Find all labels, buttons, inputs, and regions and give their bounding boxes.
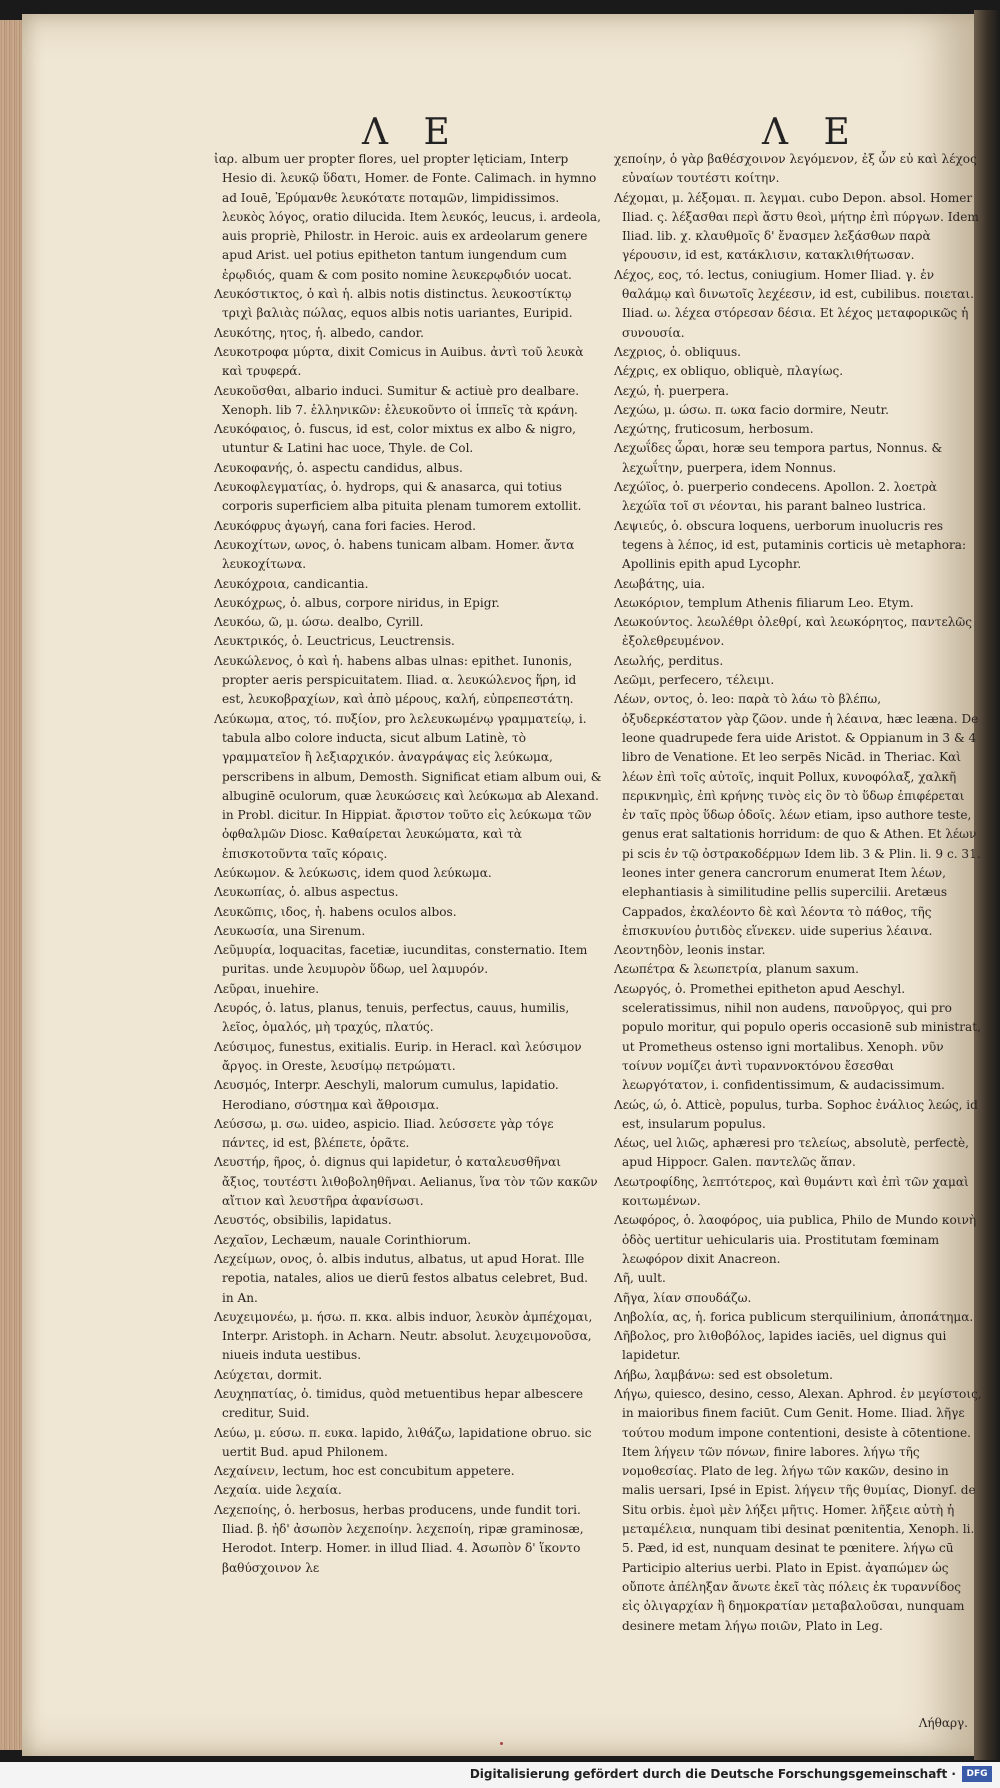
dictionary-entry: Λεωκούντος. λεωλέθρι ὀλεθρί, καὶ λεωκόρητος, παντελῶς ἐξολεθρευμένον. (614, 615, 973, 649)
dictionary-entry: Λεχαίνειν, lectum, hoc est concubitum appetere. (214, 1464, 515, 1479)
dictionary-entry: Λεχώ, ἡ. puerpera. (614, 383, 730, 398)
dictionary-entry: Λέχρις, ex obliquo, obliquè, πλαγίως. (614, 364, 844, 379)
dictionary-entry: Λεύκωμον. & λεύκωσις, idem quod λεύκωμα. (214, 865, 492, 880)
dictionary-entry: Λεωτροφίδης, λεπτότερος, καὶ θυμάντι καὶ ἐπὶ τῶν χαμαὶ κοιτωμένων. (614, 1174, 969, 1209)
dictionary-entry: Λεχωΐδες ὧραι, horæ seu tempora partus, Nonnus. & λεχωΐτην, puerpera, idem Nonnus. (614, 441, 943, 475)
dictionary-entry: Ληβολία, ας, ἡ. forica publicum sterquilinium, ἀποπάτημα. (614, 1309, 974, 1324)
dictionary-entry: Λεψιεύς, ὁ. obscura loquens, uerborum inuolucris res tegens à λέπος, id est, putaminis corticis uè metaphora: Apollinis epith apud Lycophr. (614, 518, 967, 572)
dictionary-entry: Λεύσσω, μ. σω. uideo, aspicio. Iliad. λεύσσετε γὰρ τόγε πάντες, id est, βλέπετε, ὁρᾶτε. (214, 1116, 554, 1151)
dictionary-entry: Λεωπέτρα & λεωπετρία, planum saxum. (614, 962, 859, 977)
dictionary-entry: Λεχαία. uide λεχαία. (214, 1483, 342, 1498)
dictionary-entry: Λευκωσία, una Sirenum. (214, 923, 366, 938)
dictionary-entry: Λεωφόρος, ὁ. λαοφόρος, uia publica, Philo de Mundo κοινὴ ὁδὸς uertitur uehicularis uia. Prostitutam fœminam λεωφόρον dixit Anacreon. (614, 1213, 977, 1266)
catchword: Λήθαργ. (918, 1716, 968, 1730)
dictionary-entry: Λευκοῦσθαι, albario induci. Sumitur & actiuè pro dealbare. Xenoph. lib 7. ἑλληνικῶν: ἐλευκοῦντο οἱ ἱππεῖς τὰ κράνη. (214, 383, 580, 417)
dictionary-entry: Λεωβάτης, uia. (614, 576, 706, 591)
dictionary-entry: Λῆβολος, pro λιθοβόλος, lapides iaciēs, uel dignus qui lapidetur. (614, 1329, 947, 1363)
dictionary-entry: Λεῶμι, perfecero, τέλειμι. (614, 673, 775, 688)
funding-credit: Digitalisierung gefördert durch die Deutsche Forschungsgemeinschaft · (469, 1767, 956, 1781)
dictionary-entry: Λεύχεται, dormit. (214, 1367, 323, 1382)
dictionary-entry: Λευκωπίας, ὁ. albus aspectus. (214, 885, 399, 900)
book-page-edges (0, 20, 22, 1750)
right-column-header: Λ Ε (762, 112, 862, 153)
dictionary-entry: Λεοντηδὸν, leonis instar. (614, 943, 766, 958)
dictionary-entry: Λευκόστικτος, ὁ καὶ ἡ. albis notis distinctus. λευκοστίκτῳ τριχὶ βαλιὰς πώλας, equos albis notis uariantes, Euripid. (214, 287, 573, 321)
ink-dot (500, 1742, 503, 1745)
dfg-logo: DFG (962, 1766, 992, 1782)
dictionary-entry: Λέων, οντος, ὁ. leo: παρὰ τὸ λάω τὸ βλέπω, ὀξυδερκέστατον γὰρ ζῶον. unde ἡ λέαινα, hæc leæna. De leone quadrupede fera uide Aristot. & Oppianum in 3 & 4 libro de Venatione. Et leo serpēs Nicād. in Theriac. Καὶ λέων ἐπὶ τοῖς αὐτοῖς, inquit Pollux, κυνοφόλαξ, χαλκῆ περικνημὶς, ἐπὶ κρήνης τινὸς εἰς ὃν τὸ ὕδωρ ἐπιφέρεται ἐν ταῖς πρὸς ὕδωρ ὁδοῖς. λέων etiam, ipso authore teste, genus erat saltationis horridum: de quo & Athen. Et λέων pi scis ἐν τῷ ὀστρακοδέρμων Idem lib. 3 & Plin. li. 9 c. 31. leones inter genera cancrorum enumerat Item λέων, elephantiasis à similitudine pellis supercilii. Aretæus Cappados, ἐκαλέοντο δὲ καὶ λέοντα τὸ πάθος, τῆς ἐπισκυνίου ῥυτιδὸς εἵνεκεν. uide superius λέαινα. (614, 692, 981, 938)
dictionary-entry: Λεχριος, ὁ. obliquus. (614, 344, 742, 359)
dictionary-entry: Λεῦμυρία, loquacitas, facetiæ, iucunditas, consternatio. Item puritas. unde λευμυρὸν ὕδωρ, uel λαμυρόν. (214, 943, 588, 977)
dictionary-entry: Λεχαῖον, Lechæum, nauale Corinthiorum. (214, 1232, 472, 1247)
dictionary-entry: Λεωκόριον, templum Athenis filiarum Leo. Etym. (614, 595, 914, 610)
dictionary-entry: Λευκῶπις, ιδος, ἡ. habens oculos albos. (214, 904, 457, 919)
dictionary-entry: Λεώς, ώ, ὁ. Atticè, populus, turba. Sophoc ἐνάλιος λεώς, id est, insularum populus. (614, 1097, 978, 1131)
dictionary-entry: Λήγω, quiesco, desino, cesso, Alexan. Aphrod. ἐν μεγίστοις, in maioribus finem faciūt. Cum Genit. Home. Iliad. λῆγε τούτου modum impone contentioni, desiste à cōtentione. Item λήγειν τῶν πόνων, finire labores. λήγω τῆς νομοθεσίας. Plato de leg. λήγω τῶν κακῶν, desino in malis uersari, Ipsé in Epist. λήγειν τῆς θυμίας, Dionyſ. de Situ orbis. ἐμοὶ μὲν λήξει μῆτις. Homer. λῆξειε αὐτὴ ἡ μεταμέλεια, nunquam tibi desinat pœnitentia, Xenoph. li. 5. Pæd, id est, nunquam desinat te pœnitere. λήγω cū Participio alterius uerbi. Plato in Epist. ἀγαπώμεν ὡς οὔποτε ἀπέληξαν ἄνωτε ἐκεῖ τὰς πόλεις ἐκ τυραννίδος εἰς ὀλιγαρχίαν ἢ δημοκρατίαν μεταβαλοῦσαι, nunquam desinere metam λήγω ποιῶν, Plato in Leg. (614, 1387, 982, 1633)
dictionary-entry: Λευκώλενος, ὁ καὶ ἡ. habens albas ulnas: epithet. Iunonis, propter aeris perspicuitatem. Iliad. α. λευκώλενος ἥρη, id est, λευκοβραχίων, καὶ ἀπὸ μέρους, καλή, εὐπρεπεστάτη. (214, 653, 577, 707)
dictionary-entry: Λεύκωμα, ατος, τό. πυξίον, pro λελευκωμένῳ γραμματείῳ, i. tabula albo colore inducta, sicut album Latinè, τὸ γραμματεῖον ἢ λεξιαρχικόν. ἀναγράψας εἰς λεύκωμα, perscribens in album, Demosth. Significat etiam album oui, & albuginē oculorum, quæ λευκώσεις καὶ λεύκωμα ab Alexand. in Probl. dicitur. In Hippiat. ἄριστον τοῦτο εἰς λεύκωμα τῶν ὀφθαλμῶν Diosc. Καθαίρεται λευκώματα, καὶ τὰ ἐπισκοτοῦντα ταῖς κόραις. (214, 711, 602, 861)
dictionary-entry: χεποίην, ὁ γὰρ βαθέσχοινον λεγόμενον, ἐξ ὧν εὐ καὶ λέχος εὐναίων τουτέστι κοίτην. (614, 152, 977, 186)
dictionary-entry: Λευκόχροια, candicantia. (214, 576, 369, 591)
dictionary-entry: Λεωργός, ὁ. Promethei epitheton apud Aeschyl. sceleratissimus, nihil non audens, πανοῦργος, qui pro populo moritur, qui populo operis occasionē sub ministrat, ut Prometheus ostenso igni mortalibus. Xenoph. νῦν τοίνυν νομίζει ἀντὶ τυραννοκτόνου ἔσεσθαι λεωργότατον, i. confidentissimum, & audacissimum. (614, 981, 981, 1093)
left-column-header: Λ Ε (362, 112, 462, 153)
dictionary-entry: Λευκόω, ῶ, μ. ώσω. dealbo, Cyrill. (214, 615, 424, 630)
dictionary-entry: Λῆ, uult. (614, 1271, 666, 1286)
left-column (214, 150, 602, 1578)
dictionary-entry: Λευχηπατίας, ὁ. timidus, quòd metuentibus hepar albescere creditur, Suid. (214, 1387, 584, 1421)
dictionary-entry: Λεύσιμος, funestus, exitialis. Eurip. in Heracl. καὶ λεύσιμον ἄργος. in Oreste, λευσίμῳ πετρώματι. (214, 1039, 582, 1073)
right-column (614, 150, 982, 1636)
dictionary-entry: Λήβω, λαμβάνω: sed est obsoletum. (614, 1367, 834, 1382)
dictionary-entry: Λεχεποίης, ὁ. herbosus, herbas producens, unde fundit tori. Iliad. β. ἠδ' ἀσωπὸν λεχεποίην. λεχεποίη, ripæ graminosæ, Herodot. Interp. Homer. in illud Iliad. 4. Ἀσωπὸν δ' ἵκοντο βαθύσχοινον λε (214, 1502, 584, 1575)
dictionary-entry: Λευκοφλεγματίας, ὁ. hydrops, qui & anasarca, qui totius corporis superficiem alba pituita plenam tumorem extollit. (214, 480, 582, 514)
dictionary-entry: Λευστήρ, ῆρος, ὁ. dignus qui lapidetur, ὁ καταλευσθῆναι ἄξιος, τουτέστι λιθοβοληθῆναι. Aelianus, ἵνα τὸν τῶν κακῶν αἴτιον καὶ λευστῆρα ἀφανίσωσι. (214, 1155, 598, 1209)
dictionary-entry: Λευκόφαιος, ὁ. fuscus, id est, color mixtus ex albo & nigro, utuntur & Latini hac uoce, Thyle. de Col. (214, 422, 576, 456)
dictionary-entry: Λεχώϊος, ὁ. puerperio condecens. Apollon. 2. λοετρὰ λεχώϊα τοῖ σι νέονται, his parant balneo lustrica. (614, 480, 937, 514)
dictionary-entry: Λευρός, ὁ. latus, planus, tenuis, perfectus, cauus, humilis, λεῖος, ὁμαλός, μὴ τραχύς, πλατύς. (214, 1001, 570, 1035)
dictionary-entry: Λευσμός, Interpr. Aeschyli, malorum cumulus, lapidatio. Herodiano, σύστημα καὶ ἄθροισμα. (214, 1078, 559, 1112)
dictionary-entry: Λεχείμων, ονος, ὁ. albis indutus, albatus, ut apud Horat. Ille repotia, natales, alios ue dierū festos albatus celebret, Bud. in An. (214, 1251, 589, 1305)
footer-bar (0, 1762, 1000, 1788)
dictionary-entry: Λέχος, εος, τό. lectus, coniugium. Homer Iliad. γ. ἐν θαλάμῳ καὶ δινωτοῖς λεχέεσιν, id est, cubilibus. ποιεται. Iliad. ω. λέχεα στόρεσαν δέσια. Et λέχος μεταφορικῶς ἡ συνουσία. (614, 267, 974, 340)
dictionary-entry: Λευχειμονέω, μ. ήσω. π. κκα. albis induor, λευκὸν ἀμπέχομαι, Interpr. Aristoph. in Acharn. Neutr. absolut. λευχειμονοῦσα, niueis induta uestibus. (214, 1309, 593, 1363)
dictionary-entry: Λευστός, obsibilis, lapidatus. (214, 1213, 392, 1228)
dictionary-entry: Λευκόχρως, ὁ. albus, corpore niridus, in Epigr. (214, 595, 500, 610)
dictionary-entry: Λέως, uel λιῶς, aphæresi pro τελείως, absolutè, perfectè, apud Hippocr. Galen. παντελῶς ἅπαν. (614, 1136, 970, 1170)
dictionary-entry: Λευκοφανής, ὁ. aspectu candidus, albus. (214, 460, 463, 475)
dictionary-entry: ἰαρ. album uer propter flores, uel propter lęticiam, Interp Hesio di. λευκῷ ὕδατι, Homer. de Fonte. Calimach. in hymno ad Iouē, Ἐρύμανθε λευκότατε ποταμῶν, limpidissimos. λευκὸς λόγος, oratio dilucida. Item λευκός, leucus, i. ardeola, auis propriè, Philostr. in Heroic. auis ex ardeolarum genere apud Arist. uel potius epitheton tantum iungendum cum ἐρῳδιός, quam & com posito nomine λευκερῳδιόν uocat. (214, 152, 601, 282)
dictionary-entry: Λευκτρικός, ὁ. Leuctricus, Leuctrensis. (214, 634, 455, 649)
dictionary-entry: Λεωλής, perditus. (614, 653, 724, 668)
dictionary-entry: Λεχώτης, fruticosum, herbosum. (614, 422, 814, 437)
dictionary-entry: Λευκοχίτων, ωνος, ὁ. habens tunicam albam. Homer. ἄντα λευκοχίτωνα. (214, 537, 575, 572)
dictionary-entry: Λευκοτροφα μύρτα, dixit Comicus in Auibus. ἀντὶ τοῦ λευκὰ καὶ τρυφερά. (214, 344, 584, 379)
dictionary-entry: Λέχομαι, μ. λέξομαι. π. λεγμαι. cubo Depon. absol. Homer Iliad. ς. λέξασθαι περὶ ἄστυ θεοὶ, μήτηρ ἐπὶ πύργων. Idem Iliad. lib. χ. κλαυθμοῖς δ' ἔνασμεν λεξάσθων παρὰ γέρουσιν, id est, κατάκλισιν, κατακλιθήτωσαν. (614, 190, 979, 263)
dictionary-entry: Λευκόφρυς ἀγωγή, cana fori facies. Herod. (214, 518, 476, 533)
dictionary-entry: Λευκότης, ητος, ἡ. albedo, candor. (214, 325, 424, 340)
dictionary-entry: Λῆγα, λίαν σπουδάζω. (614, 1290, 752, 1305)
dictionary-entry: Λεχώω, μ. ώσω. π. ωκα facio dormire, Neutr. (614, 402, 889, 417)
dictionary-entry: Λεῦραι, inuehire. (214, 981, 320, 996)
dictionary-entry: Λεύω, μ. εύσω. π. ευκα. lapido, λιθάζω, lapidatione obruo. sic uertit Bud. apud Philonem. (214, 1425, 592, 1459)
